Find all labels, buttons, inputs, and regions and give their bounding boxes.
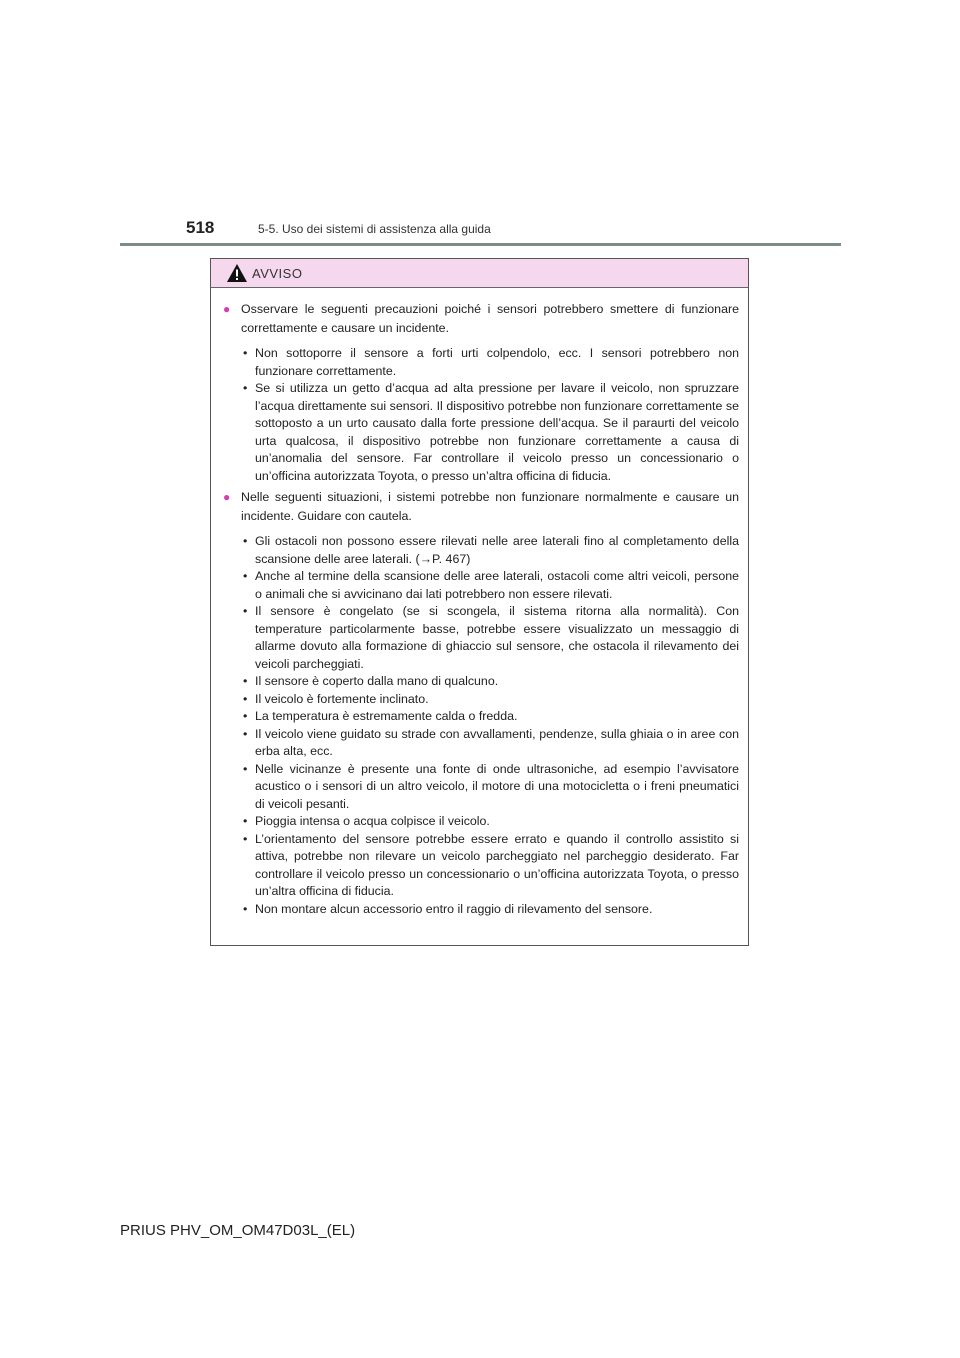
warning-box (210, 258, 749, 946)
list-item: • Il veicolo è fortemente inclinato. (243, 691, 429, 706)
sub-list (243, 345, 739, 485)
list-item: • Il sensore è congelato (se si scongela, il sistema ritorna alla normalità). Con temperature particolarmente basse, potrebbe essere visualizzato un messaggio di allarme dovuto alla formazione di ghiaccio sul sensore, che ostacola il rilevamento dei veicoli parcheggiati. (243, 604, 739, 671)
header-rule (120, 243, 841, 246)
footer-model-code: PRIUS PHV_OM_OM47D03L_(EL) (120, 1222, 356, 1239)
warning-triangle-icon (226, 262, 252, 284)
list-item: • Gli ostacoli non possono essere rilevati nelle aree laterali fino al completamento della scansione delle aree laterali. (→P. 467) (243, 534, 739, 566)
page-number: 518 (186, 218, 215, 237)
point-text: Nelle seguenti situazioni, i sistemi potrebbe non funzionare normalmente e causare un incidente. Guidare con cautela. (241, 490, 739, 523)
list-item: • La temperatura è estremamente calda o fredda. (243, 709, 518, 723)
bullet-dot-icon: ● (223, 490, 231, 504)
list-item: • Non sottoporre il sensore a forti urti colpendolo, ecc. I sensori potrebbero non funzionare correttamente. (243, 346, 739, 378)
list-item: • Pioggia intensa o acqua colpisce il veicolo. (243, 814, 490, 828)
section-title: 5-5. Uso dei sistemi di assistenza alla guida (258, 222, 491, 236)
warning-point (223, 488, 739, 525)
warning-point (223, 300, 739, 337)
list-item: • Il veicolo viene guidato su strade con avvallamenti, pendenze, sulla ghiaia o in aree con erba alta, ecc. (243, 726, 739, 758)
list-item: • Il sensore è coperto dalla mano di qualcuno. (243, 674, 499, 688)
list-item: • L’orientamento del sensore potrebbe essere errato e quando il controllo assistito si attiva, potrebbe non rilevare un veicolo parcheggiato nel parcheggio desiderato. Far controllare il veicolo presso un concessionario o un’officina autorizzata Toyota, o presso un’altra officina di fiducia. (243, 831, 739, 898)
list-item: • Anche al termine della scansione delle aree laterali, ostacoli come altri veicoli, persone o animali che si avvicinano dai lati potrebbero non essere rilevati. (243, 569, 739, 601)
list-item: • Non montare alcun accessorio entro il raggio di rilevamento del sensore. (243, 901, 653, 916)
bullet-dot-icon: ● (223, 302, 231, 316)
warning-body (211, 288, 748, 918)
list-item: • Nelle vicinanze è presente una fonte di onde ultrasoniche, ad esempio l’avvisatore acustico o i sensori di un altro veicolo, il motore di una motocicletta o i freni pneumatici di veicoli pesanti. (243, 761, 739, 811)
sub-list (243, 533, 739, 918)
warning-header (211, 259, 748, 288)
warning-label: AVVISO (252, 265, 303, 281)
list-item: • Se si utilizza un getto d’acqua ad alta pressione per lavare il veicolo, non spruzzare l’acqua direttamente sui sensori. Il dispositivo potrebbe non funzionare correttamente se sottoposto a un urto causato dalla forte pressione dell’acqua. Se il paraurti del veicolo urta qualcosa, il dispositivo potrebbe non funzionare correttamente a causa di un’anomalia del sensore. Far controllare il veicolo presso un concessionario o un’officina autorizzata Toyota, o presso un’altra officina di fiducia. (243, 381, 739, 483)
point-text: Osservare le seguenti precauzioni poiché i sensori potrebbero smettere di funzionare correttamente e causare un incidente. (241, 302, 739, 335)
